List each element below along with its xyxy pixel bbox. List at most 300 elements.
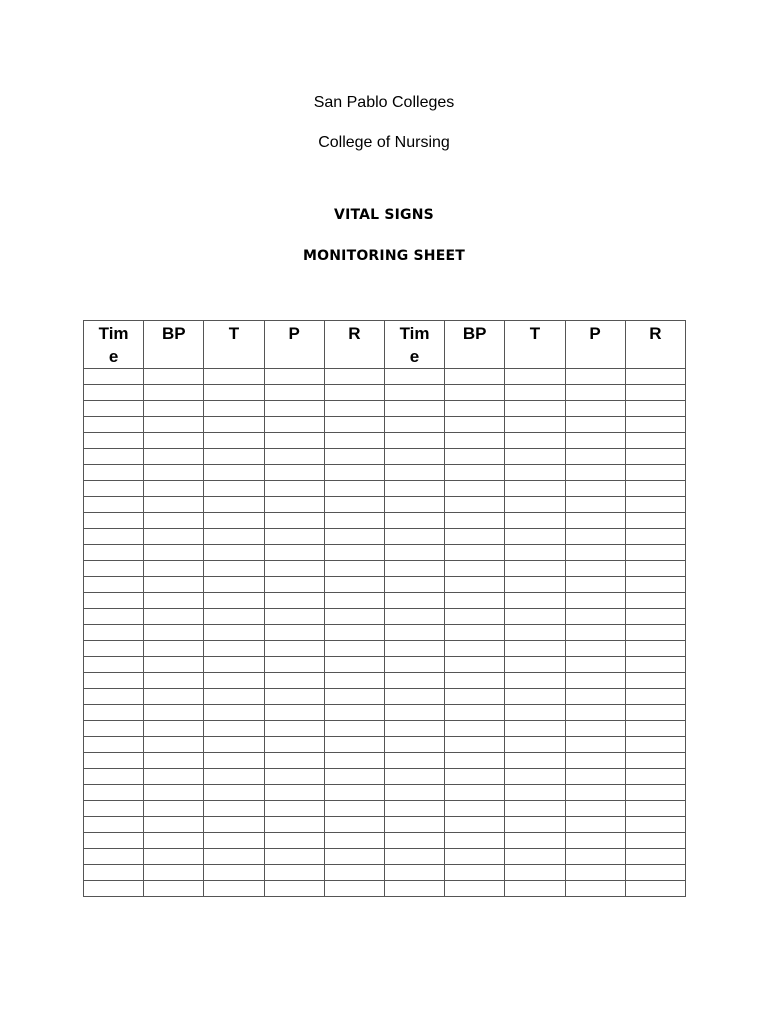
table-cell: [384, 433, 444, 449]
column-header-r: R: [324, 321, 384, 369]
table-cell: [204, 433, 264, 449]
table-row: [84, 705, 686, 721]
table-cell: [204, 449, 264, 465]
table-cell: [324, 753, 384, 769]
table-cell: [144, 385, 204, 401]
table-cell: [324, 449, 384, 465]
table-cell: [384, 513, 444, 529]
table-cell: [264, 657, 324, 673]
table-cell: [84, 769, 144, 785]
table-cell: [505, 625, 565, 641]
table-cell: [204, 465, 264, 481]
table-row: [84, 385, 686, 401]
table-row: [84, 817, 686, 833]
table-cell: [565, 753, 625, 769]
table-cell: [204, 833, 264, 849]
table-cell: [565, 449, 625, 465]
table-cell: [204, 769, 264, 785]
table-cell: [384, 625, 444, 641]
column-header-time-2: [384, 321, 444, 369]
table-cell: [625, 849, 685, 865]
table-cell: [144, 769, 204, 785]
table-cell: [204, 497, 264, 513]
table-cell: [625, 801, 685, 817]
table-cell: [384, 657, 444, 673]
table-cell: [204, 817, 264, 833]
table-cell: [625, 881, 685, 897]
table-cell: [84, 849, 144, 865]
table-cell: [204, 641, 264, 657]
table-cell: [264, 561, 324, 577]
table-cell: [625, 753, 685, 769]
table-cell: [445, 449, 505, 465]
table-cell: [445, 369, 505, 385]
table-cell: [84, 737, 144, 753]
table-cell: [264, 673, 324, 689]
table-cell: [625, 625, 685, 641]
table-cell: [384, 689, 444, 705]
table-cell: [625, 705, 685, 721]
table-cell: [204, 545, 264, 561]
table-cell: [264, 433, 324, 449]
table-cell: [144, 577, 204, 593]
table-cell: [565, 833, 625, 849]
table-cell: [204, 689, 264, 705]
table-cell: [445, 753, 505, 769]
table-cell: [384, 385, 444, 401]
table-cell: [264, 385, 324, 401]
table-cell: [264, 545, 324, 561]
column-header-time: [84, 321, 144, 369]
table-cell: [384, 417, 444, 433]
table-row: [84, 417, 686, 433]
column-header-bp: BP: [144, 321, 204, 369]
table-cell: [144, 417, 204, 433]
table-cell: [445, 465, 505, 481]
table-cell: [445, 417, 505, 433]
table-cell: [565, 801, 625, 817]
table-cell: [625, 833, 685, 849]
table-cell: [144, 545, 204, 561]
table-row: [84, 865, 686, 881]
table-cell: [144, 481, 204, 497]
table-cell: [565, 881, 625, 897]
table-cell: [324, 609, 384, 625]
table-header-row: [84, 321, 686, 369]
table-cell: [384, 401, 444, 417]
table-cell: [565, 465, 625, 481]
table-cell: [505, 433, 565, 449]
table-cell: [384, 593, 444, 609]
table-cell: [264, 497, 324, 513]
table-cell: [384, 609, 444, 625]
table-row: [84, 641, 686, 657]
column-header-r-2: R: [625, 321, 685, 369]
table-cell: [384, 865, 444, 881]
table-row: [84, 625, 686, 641]
table-cell: [264, 865, 324, 881]
table-cell: [264, 833, 324, 849]
table-cell: [384, 465, 444, 481]
table-cell: [565, 433, 625, 449]
table-cell: [144, 593, 204, 609]
table-cell: [204, 721, 264, 737]
table-cell: [565, 561, 625, 577]
table-cell: [204, 593, 264, 609]
table-cell: [565, 545, 625, 561]
table-cell: [445, 705, 505, 721]
table-cell: [84, 545, 144, 561]
table-cell: [565, 401, 625, 417]
table-cell: [565, 641, 625, 657]
table-cell: [505, 401, 565, 417]
table-cell: [384, 721, 444, 737]
table-cell: [625, 417, 685, 433]
table-cell: [565, 369, 625, 385]
table-cell: [204, 753, 264, 769]
table-row: [84, 449, 686, 465]
table-cell: [264, 721, 324, 737]
table-row: [84, 849, 686, 865]
table-cell: [84, 833, 144, 849]
table-cell: [324, 785, 384, 801]
table-cell: [445, 657, 505, 673]
table-cell: [144, 641, 204, 657]
table-cell: [505, 785, 565, 801]
table-cell: [324, 689, 384, 705]
table-cell: [84, 817, 144, 833]
table-cell: [204, 385, 264, 401]
table-cell: [204, 481, 264, 497]
table-row: [84, 433, 686, 449]
table-cell: [384, 641, 444, 657]
table-cell: [565, 577, 625, 593]
table-cell: [625, 609, 685, 625]
table-cell: [204, 849, 264, 865]
table-cell: [505, 689, 565, 705]
table-cell: [384, 497, 444, 513]
table-cell: [384, 833, 444, 849]
table-cell: [445, 497, 505, 513]
table-cell: [324, 817, 384, 833]
table-cell: [565, 657, 625, 673]
table-cell: [324, 593, 384, 609]
table-cell: [264, 641, 324, 657]
table-cell: [264, 609, 324, 625]
table-cell: [445, 433, 505, 449]
table-cell: [565, 865, 625, 881]
table-cell: [144, 849, 204, 865]
table-cell: [384, 577, 444, 593]
table-row: [84, 593, 686, 609]
table-cell: [505, 465, 565, 481]
table-cell: [625, 449, 685, 465]
table-cell: [84, 865, 144, 881]
table-cell: [324, 401, 384, 417]
table-cell: [505, 881, 565, 897]
column-header-p-2: P: [565, 321, 625, 369]
table-cell: [625, 529, 685, 545]
column-header-bp-2: BP: [445, 321, 505, 369]
table-cell: [324, 577, 384, 593]
table-cell: [565, 593, 625, 609]
table-cell: [445, 577, 505, 593]
table-cell: [324, 849, 384, 865]
table-cell: [264, 817, 324, 833]
table-cell: [264, 481, 324, 497]
college-name: College of Nursing: [318, 134, 450, 151]
column-header-t-2: T: [505, 321, 565, 369]
table-cell: [384, 801, 444, 817]
table-cell: [204, 561, 264, 577]
table-cell: [505, 561, 565, 577]
table-cell: [625, 433, 685, 449]
table-cell: [144, 785, 204, 801]
table-cell: [144, 609, 204, 625]
table-cell: [445, 849, 505, 865]
table-cell: [324, 673, 384, 689]
table-cell: [565, 849, 625, 865]
table-cell: [625, 481, 685, 497]
table-cell: [204, 705, 264, 721]
table-cell: [445, 801, 505, 817]
table-body: [84, 369, 686, 897]
table-cell: [505, 369, 565, 385]
table-cell: [84, 785, 144, 801]
table-cell: [144, 881, 204, 897]
table-cell: [324, 497, 384, 513]
table-cell: [324, 513, 384, 529]
table-row: [84, 529, 686, 545]
table-row: [84, 881, 686, 897]
table-row: [84, 737, 686, 753]
table-cell: [625, 401, 685, 417]
table-cell: [384, 849, 444, 865]
table-row: [84, 801, 686, 817]
table-cell: [505, 529, 565, 545]
table-cell: [505, 849, 565, 865]
table-cell: [565, 625, 625, 641]
table-cell: [324, 465, 384, 481]
table-cell: [324, 625, 384, 641]
table-cell: [264, 785, 324, 801]
table-cell: [505, 497, 565, 513]
table-cell: [384, 529, 444, 545]
table-cell: [505, 545, 565, 561]
table-cell: [384, 753, 444, 769]
table-cell: [505, 609, 565, 625]
table-cell: [324, 433, 384, 449]
table-cell: [565, 385, 625, 401]
table-cell: [384, 545, 444, 561]
table-cell: [144, 497, 204, 513]
table-cell: [505, 577, 565, 593]
table-cell: [324, 721, 384, 737]
table-cell: [565, 785, 625, 801]
table-cell: [324, 529, 384, 545]
table-cell: [324, 657, 384, 673]
table-cell: [144, 369, 204, 385]
table-cell: [144, 705, 204, 721]
table-cell: [264, 769, 324, 785]
table-cell: [84, 609, 144, 625]
table-cell: [204, 865, 264, 881]
table-cell: [264, 529, 324, 545]
table-cell: [384, 561, 444, 577]
table-cell: [264, 449, 324, 465]
table-cell: [324, 801, 384, 817]
table-cell: [84, 673, 144, 689]
table-cell: [445, 769, 505, 785]
column-header-p: P: [264, 321, 324, 369]
table-row: [84, 497, 686, 513]
table-row: [84, 401, 686, 417]
table-row: [84, 577, 686, 593]
table-cell: [625, 561, 685, 577]
table-cell: [84, 657, 144, 673]
table-cell: [505, 657, 565, 673]
table-cell: [324, 385, 384, 401]
sheet-title-line-2: MONITORING SHEET: [303, 248, 465, 264]
table-cell: [204, 657, 264, 673]
table-cell: [84, 561, 144, 577]
table-cell: [324, 737, 384, 753]
table-cell: [384, 817, 444, 833]
vital-signs-table: [83, 320, 686, 897]
table-cell: [324, 641, 384, 657]
table-cell: [625, 817, 685, 833]
table-cell: [144, 529, 204, 545]
table-cell: [445, 529, 505, 545]
table-cell: [324, 833, 384, 849]
table-row: [84, 369, 686, 385]
table-cell: [264, 753, 324, 769]
table-cell: [505, 641, 565, 657]
table-cell: [204, 417, 264, 433]
table-cell: [625, 641, 685, 657]
table-cell: [625, 385, 685, 401]
table-row: [84, 545, 686, 561]
table-cell: [264, 369, 324, 385]
table-cell: [565, 481, 625, 497]
table-cell: [84, 529, 144, 545]
table-cell: [625, 497, 685, 513]
table-cell: [144, 561, 204, 577]
table-cell: [625, 657, 685, 673]
table-cell: [445, 481, 505, 497]
table-row: [84, 481, 686, 497]
table-row: [84, 561, 686, 577]
table-cell: [264, 417, 324, 433]
table-cell: [445, 833, 505, 849]
table-cell: [84, 625, 144, 641]
table-cell: [505, 753, 565, 769]
table-cell: [384, 737, 444, 753]
table-cell: [625, 785, 685, 801]
table-cell: [204, 801, 264, 817]
table-cell: [445, 721, 505, 737]
table-cell: [84, 401, 144, 417]
table-cell: [384, 369, 444, 385]
table-cell: [204, 609, 264, 625]
table-cell: [505, 801, 565, 817]
table-cell: [505, 673, 565, 689]
table-cell: [264, 737, 324, 753]
table-cell: [84, 385, 144, 401]
table-cell: [505, 481, 565, 497]
table-cell: [625, 865, 685, 881]
table-cell: [625, 737, 685, 753]
table-cell: [565, 721, 625, 737]
table-cell: [264, 881, 324, 897]
table-cell: [625, 593, 685, 609]
table-cell: [505, 737, 565, 753]
table-row: [84, 609, 686, 625]
table-cell: [445, 881, 505, 897]
table-cell: [324, 561, 384, 577]
table-cell: [264, 577, 324, 593]
table-cell: [384, 881, 444, 897]
table-cell: [144, 657, 204, 673]
table-cell: [144, 833, 204, 849]
table-cell: [324, 705, 384, 721]
table-cell: [384, 769, 444, 785]
table-cell: [565, 417, 625, 433]
table-cell: [264, 625, 324, 641]
table-cell: [505, 593, 565, 609]
table-cell: [445, 593, 505, 609]
table-cell: [505, 705, 565, 721]
table-cell: [324, 881, 384, 897]
table-cell: [445, 865, 505, 881]
table-cell: [445, 401, 505, 417]
table-cell: [625, 721, 685, 737]
table-cell: [144, 721, 204, 737]
table-cell: [324, 769, 384, 785]
table-cell: [505, 385, 565, 401]
table-cell: [505, 817, 565, 833]
table-cell: [204, 625, 264, 641]
table-cell: [384, 481, 444, 497]
table-cell: [84, 593, 144, 609]
table-cell: [144, 449, 204, 465]
table-cell: [505, 513, 565, 529]
table-cell: [565, 529, 625, 545]
table-cell: [324, 545, 384, 561]
table-row: [84, 721, 686, 737]
table-cell: [324, 369, 384, 385]
table-cell: [84, 753, 144, 769]
table-cell: [84, 881, 144, 897]
table-cell: [84, 705, 144, 721]
table-cell: [84, 689, 144, 705]
table-cell: [625, 689, 685, 705]
table-cell: [625, 465, 685, 481]
table-cell: [505, 865, 565, 881]
table-cell: [84, 465, 144, 481]
table-cell: [565, 609, 625, 625]
table-cell: [204, 881, 264, 897]
table-cell: [84, 577, 144, 593]
table-cell: [204, 401, 264, 417]
table-cell: [565, 497, 625, 513]
table-cell: [204, 785, 264, 801]
column-header-time-2-label: Time: [399, 324, 430, 366]
table-cell: [565, 817, 625, 833]
table-cell: [625, 513, 685, 529]
table-cell: [505, 833, 565, 849]
sheet-title-line-1: VITAL SIGNS: [334, 207, 434, 223]
